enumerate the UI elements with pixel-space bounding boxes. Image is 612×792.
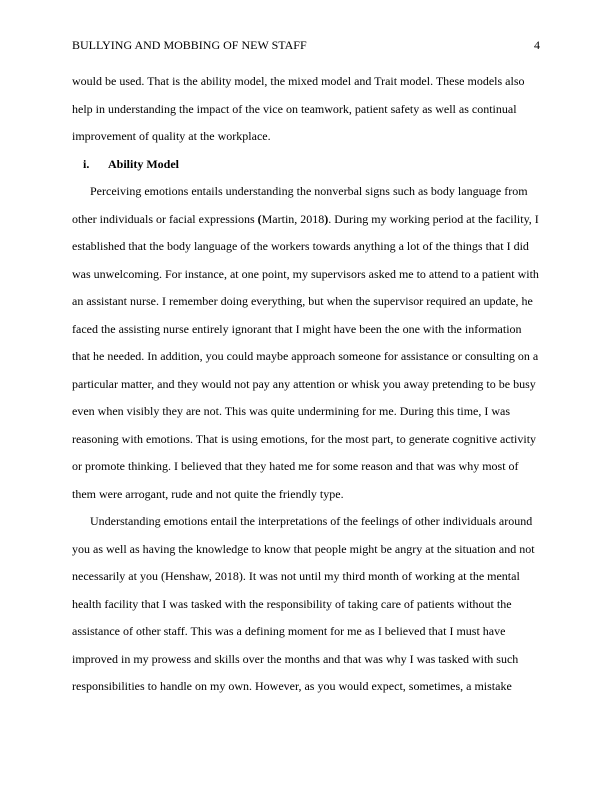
text-line: that he needed. In addition, you could maybe approach someone for assistance or consulting on a (72, 349, 539, 363)
running-head-title: BULLYING AND MOBBING OF NEW STAFF (72, 38, 307, 52)
text-line-with-citation (72, 206, 540, 234)
text-line: Understanding emotions entail the interpretations of the feelings of other individuals around (90, 514, 533, 528)
text-line: even when visibly they are not. This was quite undermining for me. During this time, I was (72, 404, 511, 418)
text-line: you as well as having the knowledge to know that people might be angry at the situation and not (72, 541, 535, 556)
text-fragment: . During my working period at the facility, I (328, 211, 539, 226)
section-number: i. (83, 156, 90, 171)
text-line: them were arrogant, rude and not quite the friendly type. (72, 486, 344, 501)
text-line: health facility that I was tasked with the responsibility of taking care of patients without the (72, 596, 512, 611)
text-fragment: other individuals or facial expressions (72, 211, 258, 226)
text-line: improved in my prowess and skills over the months and that was why I was tasked with such (72, 651, 519, 666)
citation-close-paren: ) (324, 211, 329, 226)
text-line: was unwelcoming. For instance, at one point, my supervisors asked me to attend to a patient with (72, 266, 539, 281)
section-heading (72, 151, 540, 179)
text-line: help in understanding the impact of the vice on teamwork, patient safety as well as continual (72, 101, 517, 116)
citation-open-paren: ( (257, 211, 262, 226)
intro-paragraph (72, 68, 540, 151)
text-line: assistance of other staff. This was a defining moment for me as I believed that I must have (72, 624, 506, 638)
text-line: an assistant nurse. I remember doing everything, but when the supervisor required an update, he (72, 294, 533, 308)
text-line: established that the body language of the workers towards anything a lot of the things that I did (72, 239, 529, 253)
text-line: faced the assisting nurse entirely ignorant that I might have been the one with the information (72, 321, 522, 336)
text-line: Perceiving emotions entails understanding the nonverbal signs such as body language from (90, 184, 528, 198)
page-number: 4 (534, 38, 540, 52)
text-line: or promote thinking. I believed that they hated me for some reason and that was why most of (72, 459, 519, 473)
running-head (72, 37, 540, 53)
text-line: necessarily at you (Henshaw, 2018). It was not until my third month of working at the mental (72, 569, 520, 583)
text-line: reasoning with emotions. That is using emotions, for the most part, to generate cognitive activity (72, 431, 537, 446)
citation: Martin, 2018 (261, 211, 325, 226)
paragraph-understanding-emotions (72, 508, 540, 701)
paragraph-perceiving-emotions (72, 178, 540, 508)
text-line: responsibilities to handle on my own. However, as you would expect, sometimes, a mistake (72, 679, 512, 693)
section-title: Ability Model (108, 156, 179, 171)
text-line: would be used. That is the ability model, the mixed model and Trait model. These models also (72, 74, 525, 88)
document-body (72, 68, 540, 701)
text-line: improvement of quality at the workplace. (72, 129, 271, 143)
text-line: particular matter, and they would not pay any attention or whisk you away pretending to be busy (72, 376, 536, 391)
